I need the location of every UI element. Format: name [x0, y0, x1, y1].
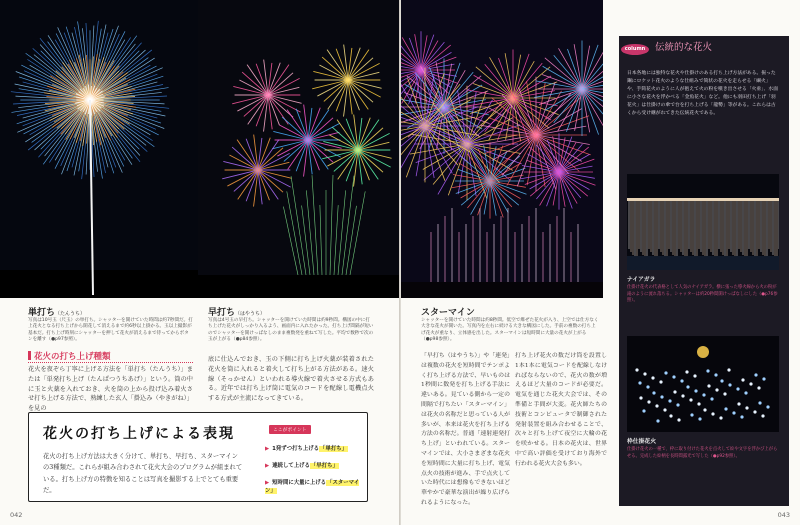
body-text-column-1: 花火を夜ぞら丁寧に上げる方法を「単打ち（たんうち）」または「単発打ち上げ（たんぱつうちあげ）」という。筒の中に玉と火薬を入れておき、火を筒の上から投げ込み着火させ打ち上げる方法で、熟練した玄人「掛込み（やきがね）」を見の	[28, 366, 193, 413]
firework-illustration-2	[198, 0, 399, 298]
arrow-icon: ▶	[265, 446, 270, 452]
niagara-label: ナイアガラ	[627, 277, 656, 283]
photo-niagara	[627, 174, 779, 270]
section-heading: 花火の打ち上げ種類	[28, 350, 111, 362]
firework-illustration-3	[401, 0, 603, 298]
right-body-column-1: 「早打ち（はやうち）」や「連発」は複数の花火を短時間でテンポよく打ち上げる方法で、早いものは1秒間に数発を打ち上げる手法に違いある。見ている側から一定の間隔で打ちたい「スターマイン」は花火の名称だと思っている人が多いが、本来は花火を打ち上げる方法の名称だ。普通「速射連発打ち上げ」といわれている。スターマインでは、大小さまざまな花火を短時間に大量に打ち上げ、電気点火の技術が進み、手で点火していた時代には想像もできないほど華やかで豪華な演出が繰り広げられるようになった。	[421, 353, 510, 506]
column-text: 日本各地には独特な花火や仕掛けのある打ち上げ方法がある。振った鋼にロケット花火のような仕組みで筒状の花火を走らせる「綱火」や、手筒花火のように人が抱えて火の粉を噴き出させる「火垂」、水面に小さな花火を浮かべる「金魚花火」など。他にも羽田打ち上げ「羽花火」は仕掛けの傘で台を打ち上げる「龍勢」等がある。これらは古くから受け継がれてきた伝統花火である。	[627, 71, 779, 117]
photo-star-mine-fireworks	[401, 0, 603, 298]
caption-title-rapid-fire: 早打ち（はやうち）	[208, 308, 266, 318]
caption-title-star-mine: スターマイン	[421, 308, 475, 318]
column-title: 伝統的な花火	[655, 42, 713, 53]
frame-firework-label: 枠仕掛花火	[627, 439, 656, 445]
page-number-left: 042	[10, 511, 23, 519]
expression-box-title: 花火の打ち上げによる表現	[43, 426, 235, 442]
arrow-icon: ▶	[265, 463, 270, 469]
column-badge: column	[621, 44, 649, 55]
page-number-right: 043	[777, 511, 790, 519]
left-page	[0, 0, 399, 525]
firework-illustration-1	[0, 0, 198, 298]
expression-box-text: 花火の打ち上げ方法は大きく分けて、単打ち、早打ち、スターマインの3種類だ。これらが組み合わされて花火大会のプログラムが組まれている。打ち上げ方の特徴を知ることは写真を撮影する上でとても重要だ。	[43, 453, 243, 494]
frame-firework-caption: 仕掛け花火の一種で、枠に取り付けた花火を点火して絵や文字を浮かび上がらせる。完成した絵柄を長時間露光で写した（●p92参照）。	[627, 447, 778, 459]
right-body-column-2: 打ち上げ花火の数だけ筒を設置し1本1本に電気コードを配線しなければならないので、花火の数が増えるほど大量のコードが必要だ。電気を通じた花火大会では、その準備と手間が大変。花火師たちの技術とコンピュータで制御された発射装置を組み合わせることで、次々と打ち上げて夜空に大輪の花を咲かせる。日本の花火は、世界中で高い評価を受けており海外で行われる花火大会も多い。	[515, 353, 607, 467]
photo-rapid-fire-fireworks	[198, 0, 399, 298]
expression-summary-box	[28, 412, 368, 502]
caption-title-single-shot: 単打ち（たんうち）	[28, 308, 86, 318]
caption-single-shot: 写真は10号玉（尺玉）の単打ち。シャッターを開けていた時間は約7秒間だ。打上花火となる打ち上げから開花して消えるまで約6秒以上掛かる。玉以上撮影が基本だ。打ち上げ時刻にシャッターを押して花火が消えるまで待ってからボタンを離す（●p97参照）。	[28, 318, 193, 343]
dotted-rule	[28, 362, 193, 363]
point-single-shot: ▶ 1発ずつ打ち上げる「単打ち」	[265, 446, 348, 452]
photo-frame-firework	[627, 336, 779, 432]
point-star-mine: ▶ 短時間に大量に上げる「スターマイン」	[265, 480, 360, 494]
body-text-column-2: 底に仕込んでおき、玉の下側に打ち上げ火薬が装着された花火を筒に入れると着火して打ち上がる方法がある。速火線（そっかせん）といわれる導火線で着火させる方式もある。近年では打ち上げ筒に電気のコードを配線し電機点火する方式が主流になってきている。	[208, 356, 374, 403]
caption-star-mine: シャッターを開けていた時間は約8秒間。低空で爆ぜた花火が入り、上空では仕方なく大きな花火が開いた。写真内を左右に続ける大きな構図にした。手前の複数の打ち上げ花火が重なり、立体感を出した。スターマインは短時間に大量の花火が上がる（●p98参照）。	[421, 318, 599, 343]
arrow-icon: ▶	[265, 480, 270, 486]
right-page	[401, 0, 800, 525]
caption-rapid-fire: 写真は4号玉の早打ち。シャッターを開けていた時間は約9秒間。構図の中に打ち上げた花火がしっかり入るよう、画面内に入れたかった。打ち上げ間隔が短いのでシャッターを開けっぱなしのまま複数発を重ねて写した。平均で数秒で次の玉が上がる（●p84参照）。	[208, 318, 374, 343]
column-panel	[619, 36, 789, 506]
point-rapid-fire: ▶ 連続して上げる「早打ち」	[265, 463, 338, 469]
point-tag: ここがポイント	[269, 425, 311, 434]
niagara-illustration	[627, 174, 779, 270]
frame-firework-illustration	[627, 336, 779, 432]
photo-single-shot-firework	[0, 0, 198, 298]
niagara-caption: 仕掛け花火の代表格として人気のナイアガラ。横に張った導火線から火の粉が滝のように流れ落ちる。シャッターは約20秒間開けっぱなしにした（●p76参照）。	[627, 285, 778, 304]
